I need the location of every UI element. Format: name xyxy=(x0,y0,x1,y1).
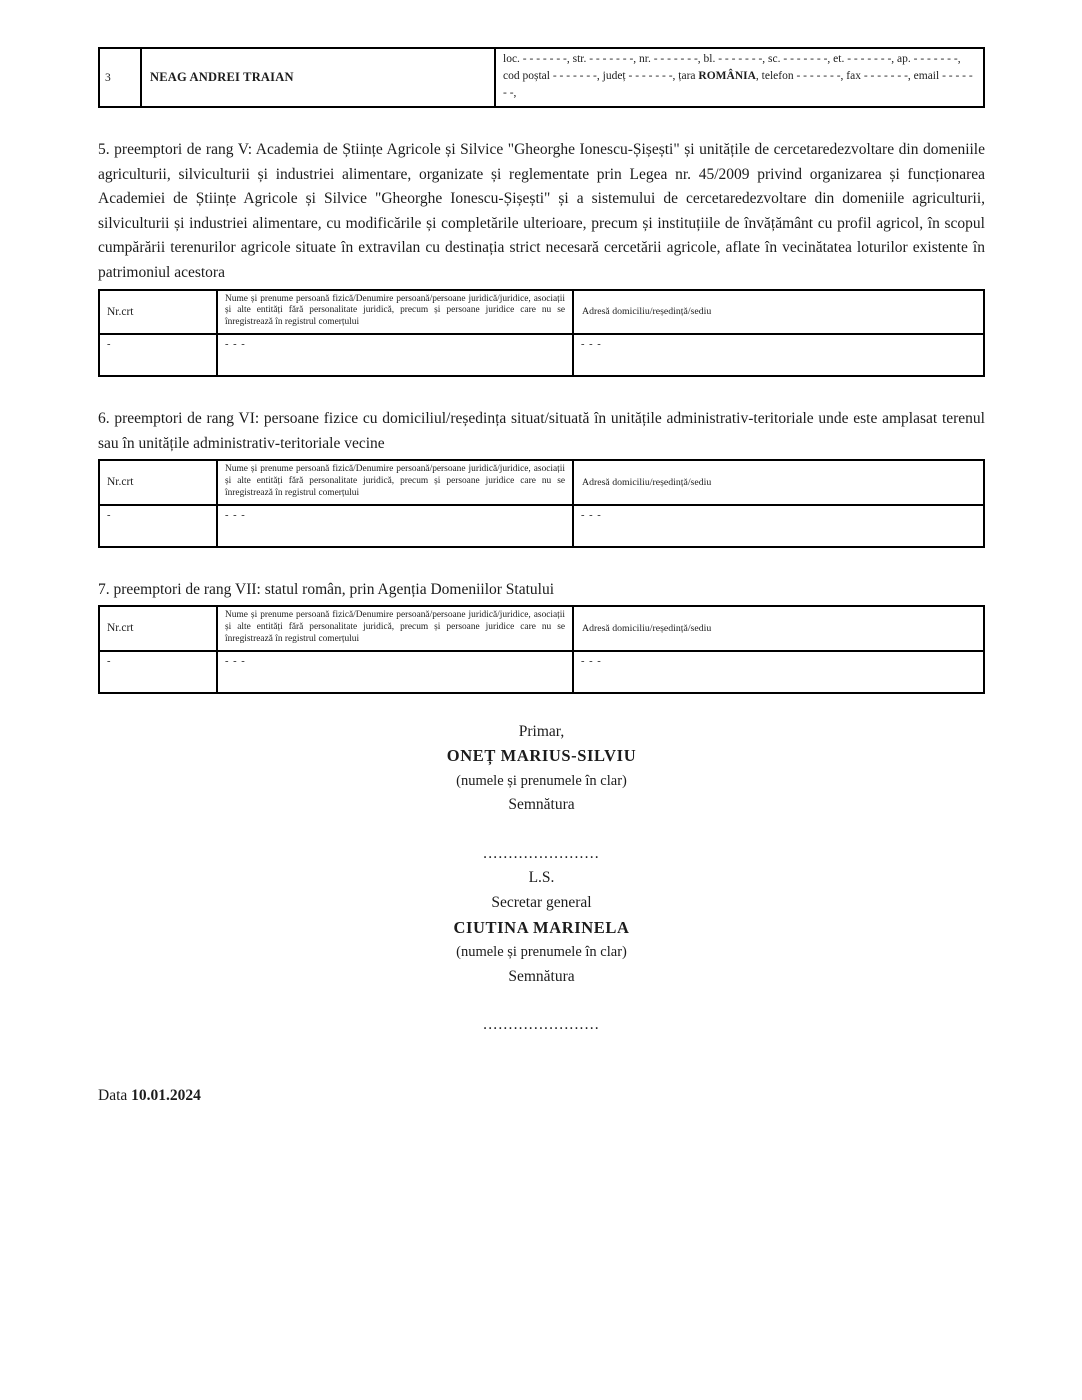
owner-address-country: ROMÂNIA xyxy=(698,70,756,82)
preemptor-table-rank-7 xyxy=(98,605,985,693)
preemptor-data-row xyxy=(99,505,984,547)
cell-name: - - - xyxy=(217,334,573,376)
cell-name: - - - xyxy=(217,651,573,693)
mayor-signature-dots: ....................... xyxy=(483,844,600,862)
date-value: 10.01.2024 xyxy=(131,1087,201,1105)
header-nr-crt: Nr.crt xyxy=(99,290,217,334)
secretary-signature-dots: ....................... xyxy=(483,1016,600,1034)
preemptor-header-row xyxy=(99,606,984,650)
header-nr-crt: Nr.crt xyxy=(99,606,217,650)
cell-address: - - - xyxy=(573,334,984,376)
header-address: Adresă domiciliu/reședință/sediu xyxy=(573,606,984,650)
secretary-name: CIUTINA MARINELA xyxy=(453,917,630,937)
cell-name: - - - xyxy=(217,505,573,547)
date-line xyxy=(98,1084,985,1109)
preemptor-data-row xyxy=(99,334,984,376)
preemptor-header-row xyxy=(99,290,984,334)
cell-nr: - xyxy=(99,505,217,547)
owner-table-row xyxy=(99,48,984,107)
mayor-title: Primar, xyxy=(518,722,565,740)
mayor-name: ONEȚ MARIUS-SILVIU xyxy=(446,746,637,766)
section-5-paragraph: 5. preemptori de rang V: Academia de Științe Agricole și Silvice "Gheorghe Ionescu-Șișești" și unitățile de cercetaredezvoltare din domeniile agriculturii, silviculturii și industriei alimentare, organizate și reglementate prin Legea nr. 45/2009 privind organizarea și funcționarea Academiei de Științe Agricole și Silvice "Gheorghe Ionescu-Șișești" și a sistemului de cercetaredezvoltare din domeniile agriculturii, silviculturii și industriei alimentare, cu modificările și completările ulterioare, precum și instituțiile de învățământ cu profil agricol, în scopul cumpărării terenurilor agricole situate în extravilan cu destinația strict necesară cercetării agricole, aflate în vecinătatea loturilor existente în patrimoniul acestora xyxy=(98,141,985,281)
mayor-signature-label: Semnătura xyxy=(508,796,575,814)
owner-row-number: 3 xyxy=(99,48,141,107)
preemptor-table-rank-6 xyxy=(98,459,985,547)
owner-row-address xyxy=(495,48,984,107)
preemptor-table-rank-5 xyxy=(98,289,985,377)
owner-address-suffix: , telefon - - - - - - -, fax - - - - - - -, email - - - - - - -, xyxy=(503,70,973,99)
date-label: Data xyxy=(98,1087,132,1105)
owner-row-name: NEAG ANDREI TRAIAN xyxy=(141,48,495,107)
cell-nr: - xyxy=(99,651,217,693)
header-name: Nume și prenume persoană fizică/Denumire persoană/persoane juridică/juridice, asociații și alte entități fără personalitate juridică, precum și persoane juridice care nu se înregistrează în registrul comerțului xyxy=(217,290,573,334)
cell-nr: - xyxy=(99,334,217,376)
section-6-paragraph: 6. preemptori de rang VI: persoane fizice cu domiciliul/reședința situat/situată în unitățile administrativ-teritoriale unde este amplasat terenul sau în unitățile administrativ-teritoriale vecine xyxy=(98,409,985,452)
seal-label: L.S. xyxy=(528,869,555,887)
preemptor-header-row xyxy=(99,460,984,504)
cell-address: - - - xyxy=(573,651,984,693)
header-name: Nume și prenume persoană fizică/Denumire persoană/persoane juridică/juridice, asociații și alte entități fără personalitate juridică, precum și persoane juridice care nu se înregistrează în registrul comerțului xyxy=(217,606,573,650)
secretary-signature-label: Semnătura xyxy=(508,967,575,985)
owner-address-prefix: loc. - - - - - - -, str. - - - - - - -, nr. - - - - - - -, bl. - - - - - - -, sc. - - - - - - -, et. - - - - - - -, ap. - - - - - - -, cod poștal - - - - - - -, județ - - - - - - -, țara xyxy=(503,53,961,82)
section-7-paragraph: 7. preemptori de rang VII: statul român, prin Agenția Domeniilor Statului xyxy=(98,580,555,598)
header-address: Adresă domiciliu/reședință/sediu xyxy=(573,460,984,504)
header-address: Adresă domiciliu/reședință/sediu xyxy=(573,290,984,334)
owner-table xyxy=(98,47,985,108)
preemptor-data-row xyxy=(99,651,984,693)
secretary-name-note: (numele și prenumele în clar) xyxy=(456,944,627,961)
signature-block xyxy=(98,720,985,1039)
header-name: Nume și prenume persoană fizică/Denumire persoană/persoane juridică/juridice, asociații și alte entități fără personalitate juridică, precum și persoane juridice care nu se înregistrează în registrul comerțului xyxy=(217,460,573,504)
secretary-title: Secretar general xyxy=(491,894,592,912)
cell-address: - - - xyxy=(573,505,984,547)
header-nr-crt: Nr.crt xyxy=(99,460,217,504)
mayor-name-note: (numele și prenumele în clar) xyxy=(456,772,627,789)
